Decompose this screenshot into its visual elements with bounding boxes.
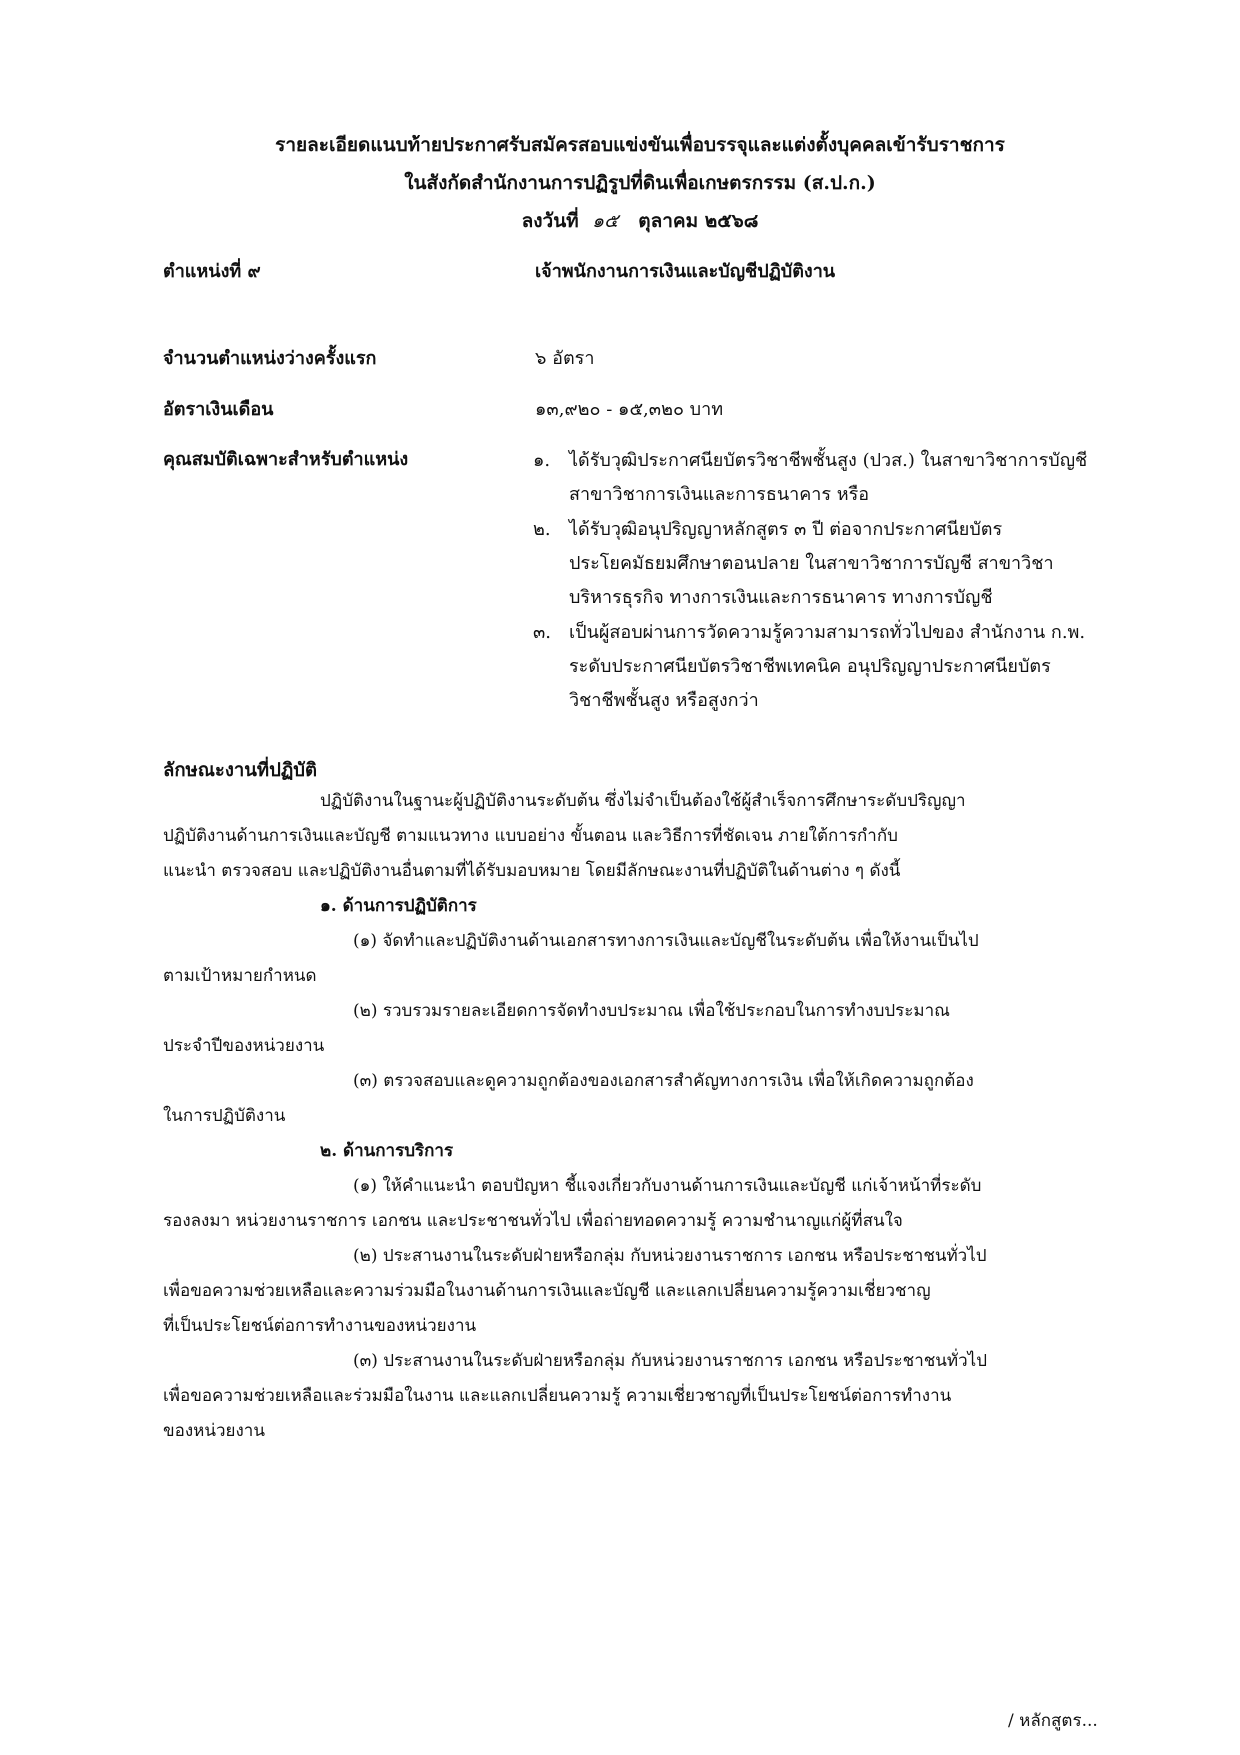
qualification-line: ได้รับวุฒิประกาศนียบัตรวิชาชีพชั้นสูง (ปวส.) ในสาขาวิชาการบัญชี	[569, 450, 1088, 471]
job-nature-title: ลักษณะงานที่ปฏิบัติ	[163, 760, 318, 781]
duty-item-first-line: (๒) ประสานงานในระดับฝ่ายหรือกลุ่ม กับหน่วยงานราชการ เอกชน หรือประชาชนทั่วไป	[353, 1246, 987, 1266]
qualifications-list	[533, 444, 1123, 719]
qualifications-label: คุณสมบัติเฉพาะสำหรับตำแหน่ง	[163, 449, 409, 470]
qualification-item	[533, 616, 1123, 718]
duty-item-line: เพื่อขอความช่วยเหลือและร่วมมือในงาน และแลกเปลี่ยนความรู้ ความเชี่ยวชาญที่เป็นประโยชน์ต่อการทำงาน	[163, 1386, 952, 1406]
date-prefix: ลงวันที่	[521, 210, 579, 232]
qualification-line: ระดับประกาศนียบัตรวิชาชีพเทคนิค อนุปริญญาประกาศนียบัตร	[569, 656, 1051, 677]
qualification-line: ประโยคมัธยมศึกษาตอนปลาย ในสาขาวิชาการบัญชี สาขาวิชา	[569, 553, 1054, 574]
vacancies-value: ๖ อัตรา	[535, 348, 595, 369]
duty-item-first-line: (๓) ตรวจสอบและดูความถูกต้องของเอกสารสำคัญทางการเงิน เพื่อให้เกิดความถูกต้อง	[353, 1071, 974, 1091]
duty-item-line: ประจำปีของหน่วยงาน	[163, 1036, 325, 1056]
duty-item-line: ของหน่วยงาน	[163, 1421, 265, 1441]
qualification-line: เป็นผู้สอบผ่านการวัดความรู้ความสามารถทั่วไปของ สำนักงาน ก.พ.	[569, 622, 1086, 643]
qualification-item	[533, 444, 1123, 512]
duty-item-line: ตามเป้าหมายกำหนด	[163, 966, 317, 986]
duty-item-first-line: (๒) รวบรวมรายละเอียดการจัดทำงบประมาณ เพื่อใช้ประกอบในการทำงบประมาณ	[353, 1001, 950, 1021]
job-nature-body	[163, 784, 1123, 1449]
position-label: ตำแหน่งที่ ๙	[163, 261, 261, 282]
page-continuation-note: / หลักสูตร...	[1008, 1711, 1098, 1731]
duty-item-first-line: (๑) จัดทำและปฏิบัติงานด้านเอกสารทางการเงินและบัญชีในระดับต้น เพื่อให้งานเป็นไป	[353, 931, 979, 951]
salary-label: อัตราเงินเดือน	[163, 399, 274, 420]
duty-item-first-line: (๓) ประสานงานในระดับฝ่ายหรือกลุ่ม กับหน่วยงานราชการ เอกชน หรือประชาชนทั่วไป	[353, 1351, 987, 1371]
duty-item-first-line: (๑) ให้คำแนะนำ ตอบปัญหา ชี้แจงเกี่ยวกับงานด้านการเงินและบัญชี แก่เจ้าหน้าที่ระดับ	[353, 1176, 982, 1196]
intro-line: แนะนำ ตรวจสอบ และปฏิบัติงานอื่นตามที่ได้รับมอบหมาย โดยมีลักษณะงานที่ปฏิบัติในด้านต่าง ๆ ดังนี้	[163, 861, 901, 881]
duty-item-line: ที่เป็นประโยชน์ต่อการทำงานของหน่วยงาน	[163, 1316, 477, 1336]
date-month-year: ตุลาคม ๒๕๖๘	[638, 210, 759, 232]
section-heading: ๒. ด้านการบริการ	[320, 1141, 454, 1161]
qualification-item	[533, 513, 1123, 615]
header-date-line	[150, 202, 1130, 240]
qualification-line: สาขาวิชาการเงินและการธนาคาร หรือ	[569, 484, 870, 505]
document-header	[150, 126, 1130, 240]
intro-line: ปฏิบัติงานในฐานะผู้ปฏิบัติงานระดับต้น ซึ่งไม่จำเป็นต้องใช้ผู้สำเร็จการศึกษาระดับปริญญา	[320, 791, 966, 811]
salary-value: ๑๓,๙๒๐ - ๑๕,๓๒๐ บาท	[535, 399, 724, 420]
duty-item-line: รองลงมา หน่วยงานราชการ เอกชน และประชาชนทั่วไป เพื่อถ่ายทอดความรู้ ความชำนาญแก่ผู้ที่สนใจ	[163, 1211, 903, 1231]
duty-item-line: ในการปฏิบัติงาน	[163, 1106, 286, 1126]
qualification-line: วิชาชีพชั้นสูง หรือสูงกว่า	[569, 690, 759, 711]
qualification-number: ๒.	[533, 519, 551, 540]
position-value: เจ้าพนักงานการเงินและบัญชีปฏิบัติงาน	[535, 261, 836, 282]
header-line-1: รายละเอียดแนบท้ายประกาศรับสมัครสอบแข่งขันเพื่อบรรจุและแต่งตั้งบุคคลเข้ารับราชการ	[275, 134, 1005, 156]
date-day: ๑๕	[591, 210, 619, 232]
header-line-2: ในสังกัดสำนักงานการปฏิรูปที่ดินเพื่อเกษตรกรรม (ส.ป.ก.)	[404, 172, 876, 194]
intro-line: ปฏิบัติงานด้านการเงินและบัญชี ตามแนวทาง แบบอย่าง ขั้นตอน และวิธีการที่ชัดเจน ภายใต้การกำกับ	[163, 826, 898, 846]
duty-item-line: เพื่อขอความช่วยเหลือและความร่วมมือในงานด้านการเงินและบัญชี และแลกเปลี่ยนความรู้ความเชี่ยวชาญ	[163, 1281, 931, 1301]
qualification-line: ได้รับวุฒิอนุปริญญาหลักสูตร ๓ ปี ต่อจากประกาศนียบัตร	[569, 519, 1003, 540]
qualification-number: ๑.	[533, 450, 551, 471]
qualification-number: ๓.	[533, 622, 552, 643]
section-heading: ๑. ด้านการปฏิบัติการ	[320, 896, 477, 916]
qualification-line: บริหารธุรกิจ ทางการเงินและการธนาคาร ทางการบัญชี	[569, 587, 993, 608]
vacancies-label: จำนวนตำแหน่งว่างครั้งแรก	[163, 348, 377, 369]
